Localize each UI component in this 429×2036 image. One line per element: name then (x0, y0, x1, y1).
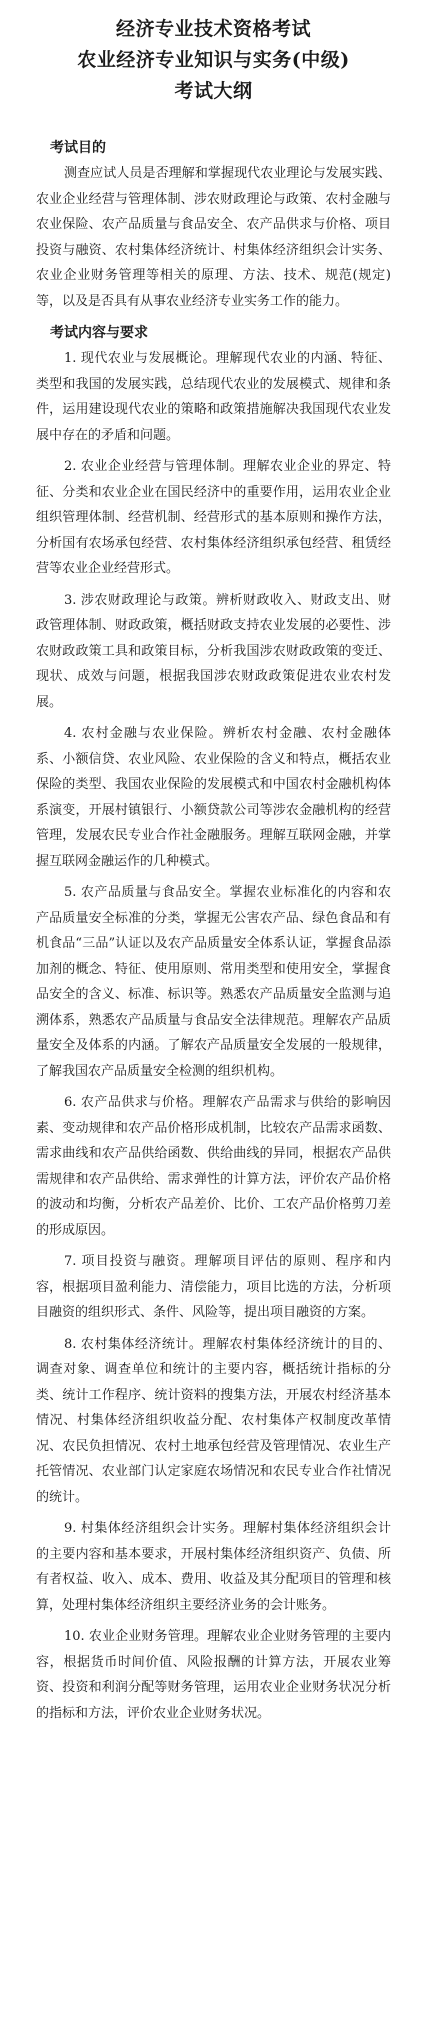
requirement-item (36, 1624, 391, 1726)
item-text: 农产品质量与食品安全。掌握农业标准化的内容和农产品质量安全标准的分类，掌握无公害农产品、绿色食品和有机食品“三品”认证以及农产品质量安全体系认证，掌握食品添加剂的概念、特征、使用原则、常用类型和使用安全，掌握食品安全的含义、标准、标识等。熟悉农产品质量安全监测与追溯体系，熟悉农产品质量与食品安全法律规范。理解农产品质量安全及体系的内涵。了解农产品质量安全发展的一般规律，了解我国农产品质量安全检测的组织机构。 (36, 885, 391, 1079)
requirement-item (36, 1249, 391, 1326)
title-line-exam: 经济专业技术资格考试 (115, 18, 311, 40)
item-number: 9. (64, 1521, 77, 1536)
item-text: 涉农财政理论与政策。辨析财政收入、财政支出、财政管理体制、财政政策，概括财政支持农业发展的必要性、涉农财政政策工具和政策目标，分析我国涉农财政政策的变迁、现状、成效与问题，根据我国涉农财政政策促进农业农村发展。 (36, 592, 391, 710)
item-number: 7. (64, 1254, 77, 1269)
requirement-item (36, 454, 391, 582)
title-line-subject: 农业经济专业知识与实务(中级) (77, 49, 350, 71)
requirement-item (36, 588, 391, 716)
item-text: 农村集体经济统计。理解农村集体经济统计的目的、调查对象、调查单位和统计的主要内容，概括统计指标的分类、统计工作程序、统计资料的搜集方法，开展农村经济基本情况、村集体经济组织收益分配、农村集体产权制度改革情况、农民负担情况、农村土地承包经营及管理情况、农业生产托管情况、农业部门认定家庭农场情况和农民专业合作社情况的统计。 (36, 1336, 391, 1505)
requirement-item (36, 1090, 391, 1243)
item-number: 8. (64, 1336, 77, 1352)
item-text: 农产品供求与价格。理解农产品需求与供给的影响因素、变动规律和农产品价格形成机制，比较农产品需求函数、需求曲线和农产品供给函数、供给曲线的异同，根据农产品供需规律和农产品供给、需求弹性的计算方法，评价农产品价格的波动和均衡，分析农产品差价、比价、工农产品价格剪刀差的形成原因。 (36, 1095, 391, 1238)
item-number: 3. (64, 592, 77, 608)
requirements-heading: 考试内容与要求 (50, 325, 148, 341)
purpose-section (36, 135, 391, 314)
item-number: 5. (64, 885, 77, 900)
item-text: 现代农业与发展概论。理解现代农业的内涵、特征、类型和我国的发展实践，总结现代农业的发展模式、规律和条件，运用建设现代农业的策略和政策措施解决我国现代农业发展中存在的矛盾和问题。 (36, 351, 391, 443)
item-text: 农业企业经营与管理体制。理解农业企业的界定、特征、分类和农业企业在国民经济中的重要作用，运用农业企业组织管理体制、经营机制、经营形式的基本原则和操作方法，分析国有农场承包经营、农村集体经济组织承包经营、租赁经营等农业企业经营形式。 (36, 459, 391, 576)
requirements-section (36, 320, 391, 1726)
item-text: 农村金融与农业保险。辨析农村金融、农村金融体系、小额信贷、农业风险、农业保险的含义和特点，概括农业保险的类型、我国农业保险的发展模式和中国农村金融机构体系演变，开展村镇银行、小额贷款公司等涉农金融机构的经营管理，发展农民专业合作社金融服务。理解互联网金融，并掌握互联网金融运作的几种模式。 (36, 726, 391, 869)
item-text: 项目投资与融资。理解项目评估的原则、程序和内容，根据项目盈利能力、清偿能力，项目比选的方法，分析项目融资的组织形式、条件、风险等，提出项目融资的方案。 (36, 1254, 391, 1320)
item-number: 2. (64, 459, 77, 474)
requirement-item (36, 721, 391, 874)
purpose-heading: 考试目的 (50, 140, 106, 156)
requirement-item (36, 1516, 391, 1618)
item-text: 农业企业财务管理。理解农业企业财务管理的主要内容，根据货币时间价值、风险报酬的计算方法，开展农业筹资、投资和利润分配等财务管理，运用农业企业财务状况分析的指标和方法，评价农业企业财务状况。 (36, 1629, 391, 1721)
document-title (36, 14, 391, 107)
requirement-item (36, 346, 391, 448)
item-number: 1. (64, 351, 77, 366)
item-text: 村集体经济组织会计实务。理解村集体经济组织会计的主要内容和基本要求，开展村集体经济组织资产、负债、所有者权益、收入、成本、费用、收益及其分配项目的管理和核算，处理村集体经济组织主要经济业务的会计账务。 (36, 1521, 391, 1613)
item-number: 10. (64, 1629, 85, 1644)
item-number: 6. (64, 1095, 77, 1110)
purpose-text: 测查应试人员是否理解和掌握现代农业理论与发展实践、农业企业经营与管理体制、涉农财政理论与政策、农村金融与农业保险、农产品质量与食品安全、农产品供求与价格、项目投资与融资、农村集体经济统计、村集体经济组织会计实务、农业企业财务管理等相关的原理、方法、技术、规范(规定)等，以及是否具有从事农业经济专业实务工作的能力。 (36, 166, 391, 309)
item-number: 4. (64, 726, 77, 741)
requirement-item (36, 880, 391, 1084)
title-line-outline: 考试大纲 (174, 80, 253, 102)
requirement-item (36, 1332, 391, 1511)
